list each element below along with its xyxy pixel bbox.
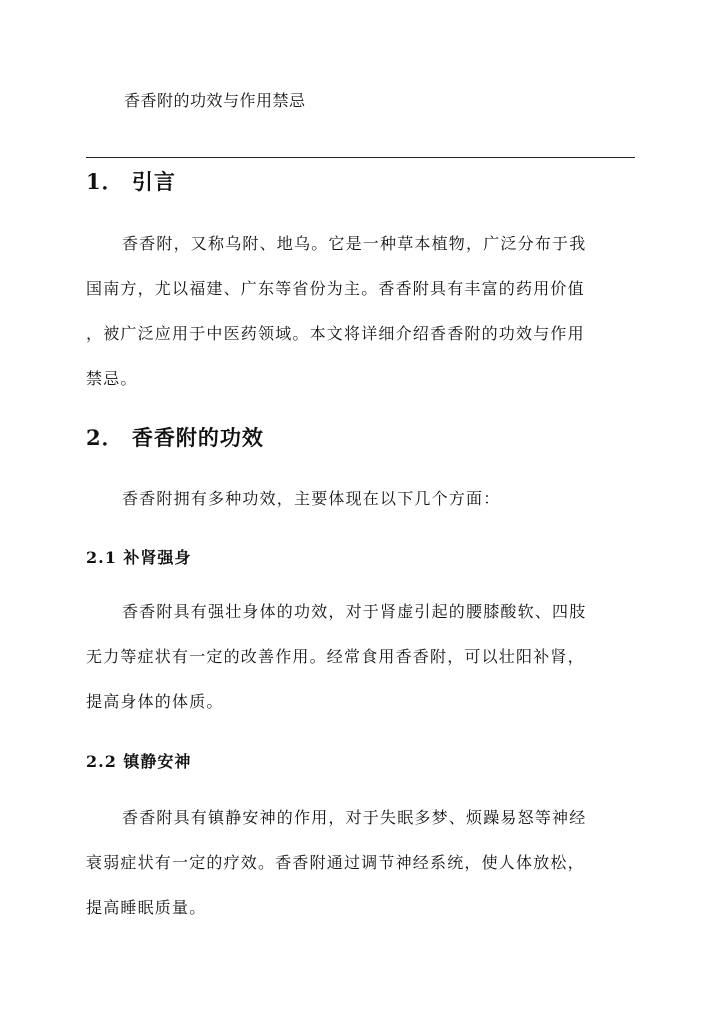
- document-title: 香香附的功效与作用禁忌: [124, 91, 306, 110]
- subsection-heading-kidney: 2.1 补肾强身: [86, 548, 192, 567]
- title-divider: [86, 157, 635, 158]
- introduction-paragraph: [86, 221, 636, 401]
- paragraph-line: 衰弱症状有一定的疗效。香香附通过调节神经系统，使人体放松，: [86, 853, 585, 872]
- kidney-paragraph: [86, 589, 636, 724]
- paragraph-line: 香香附具有强壮身体的功效，对于肾虚引起的腰膝酸软、四肢: [122, 602, 587, 621]
- paragraph-line: ，被广泛应用于中医药领域。本文将详细介绍香香附的功效与作用: [86, 324, 585, 343]
- paragraph-line: 香香附，又称乌附、地乌。它是一种草本植物，广泛分布于我: [122, 234, 587, 253]
- subsection-heading-sedation: 2.2 镇静安神: [86, 752, 192, 771]
- paragraph-line: 无力等症状有一定的改善作用。经常食用香香附，可以壮阳补肾，: [86, 647, 585, 666]
- sedation-paragraph: [86, 795, 636, 930]
- paragraph-line: 香香附拥有多种功效，主要体现在以下几个方面：: [122, 489, 501, 508]
- paragraph-line: 香香附具有镇静安神的作用，对于失眠多梦、烦躁易怒等神经: [122, 808, 587, 827]
- section-heading-introduction: 1． 引言: [86, 169, 176, 194]
- paragraph-line: 提高睡眠质量。: [86, 898, 207, 917]
- section-heading-efficacy: 2． 香香附的功效: [86, 425, 264, 450]
- paragraph-line: 提高身体的体质。: [86, 692, 224, 711]
- paragraph-line: 国南方，尤以福建、广东等省份为主。香香附具有丰富的药用价值: [86, 279, 585, 298]
- paragraph-line: 禁忌。: [86, 369, 138, 388]
- efficacy-intro-paragraph: [86, 476, 636, 521]
